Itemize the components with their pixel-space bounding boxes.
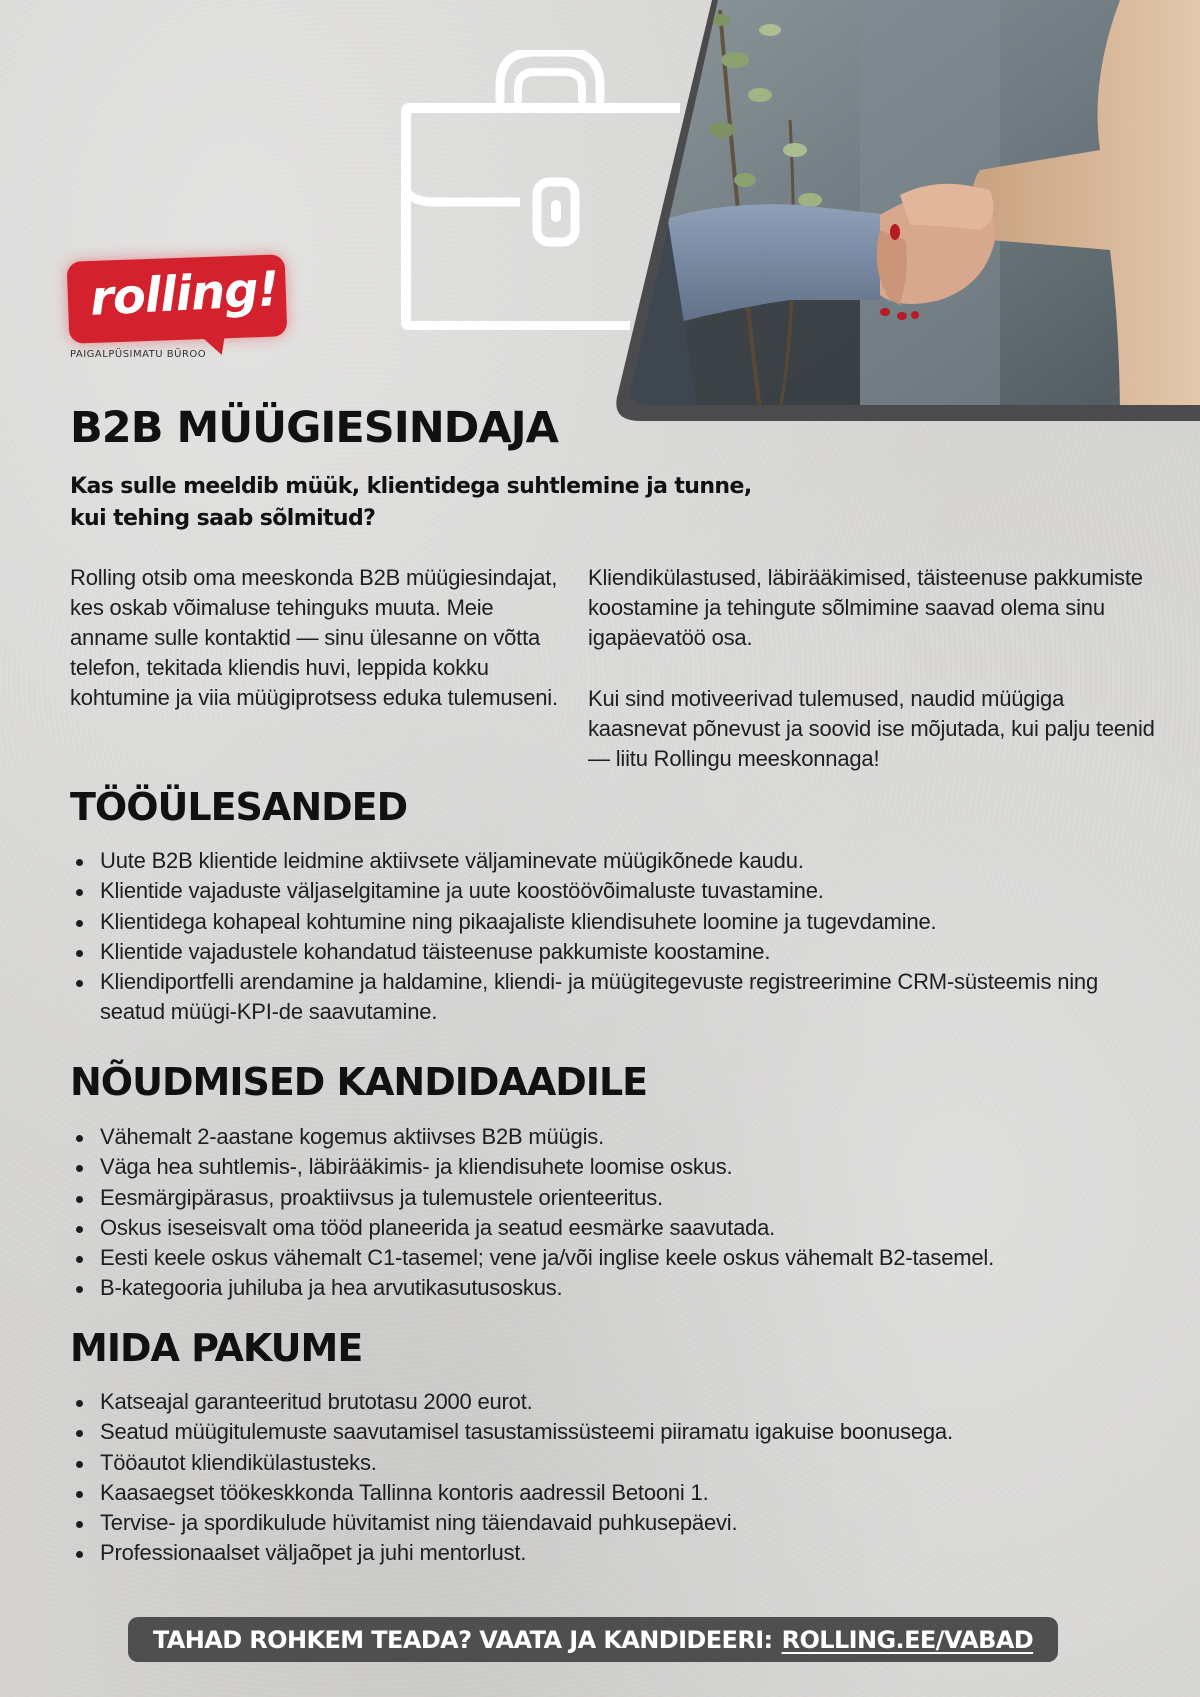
requirements-list — [70, 1122, 1150, 1304]
list-item: Klientide vajadustele kohandatud täisteenuse pakkumiste koostamine. — [70, 937, 1150, 967]
intro-right-paragraph-2: Kui sind motiveerivad tulemused, naudid müügiga kaasnevat põnevust ja soovid ise mõjutada, kui palju teenid — liitu Rollingu meeskonnaga! — [588, 686, 1155, 771]
offer-heading: MIDA PAKUME — [70, 1326, 363, 1370]
logo-brand-text: rolling! — [88, 261, 280, 327]
apply-link[interactable]: ROLLING.EE/VABAD — [781, 1625, 1034, 1654]
job-subtitle: Kas sulle meeldib müük, klientidega suhtlemine ja tunne, kui tehing saab sõlmitud? — [70, 474, 752, 531]
list-item: Uute B2B klientide leidmine aktiivsete väljaminevate müügikõnede kaudu. — [70, 846, 1150, 876]
list-item: Eesti keele oskus vähemalt C1-tasemel; vene ja/või inglise keele oskus vähemalt B2-tasemel. — [70, 1243, 1150, 1273]
cta-text: TAHAD ROHKEM TEADA? VAATA JA KANDIDEERI: — [152, 1625, 773, 1654]
list-item: Väga hea suhtlemis-, läbirääkimis- ja kliendisuhete loomise oskus. — [70, 1152, 1150, 1182]
list-item: B-kategooria juhiluba ja hea arvutikasutusoskus. — [70, 1273, 1150, 1303]
job-title: B2B MÜÜGIESINDAJA — [70, 403, 558, 453]
list-item: Kaasaegset töökeskkonda Tallinna kontoris aadressil Betooni 1. — [70, 1478, 1150, 1508]
list-item: Seatud müügitulemuste saavutamisel tasustamissüsteemi piiramatu igakuise boonusega. — [70, 1417, 1150, 1447]
rolling-logo — [68, 258, 293, 364]
briefcase-icon — [400, 50, 690, 330]
intro-left-paragraph: Rolling otsib oma meeskonda B2B müügiesindajat, kes oskab võimaluse tehinguks muuta. Meie anname sulle kontaktid — sinu ülesanne on võtta telefon, tekitada kliendis huvi, leppida kokku kohtumine ja viia müügiprotsess eduka tulemuseni. — [70, 565, 558, 710]
requirements-heading: NÕUDMISED KANDIDAADILE — [70, 1060, 648, 1104]
list-item: Kliendiportfelli arendamine ja haldamine, kliendi- ja müügitegevuste registreerimine CRM-süsteemis ning seatud müügi-KPI-de saavutamine. — [70, 967, 1150, 1028]
list-item: Oskus iseseisvalt oma tööd planeerida ja seatud eesmärke saavutada. — [70, 1213, 1150, 1243]
intro-right-paragraph-1: Kliendikülastused, läbirääkimised, täisteenuse pakkumiste koostamine ja tehingute sõlmimine saavad olema sinu igapäevatöö osa. — [588, 565, 1143, 650]
list-item: Vähemalt 2-aastane kogemus aktiivses B2B müügis. — [70, 1122, 1150, 1152]
tasks-list — [70, 846, 1150, 1028]
list-item: Katseajal garanteeritud brutotasu 2000 eurot. — [70, 1387, 1150, 1417]
tasks-heading: TÖÖÜLESANDED — [70, 785, 408, 829]
list-item: Professionaalset väljaõpet ja juhi mentorlust. — [70, 1538, 1150, 1568]
list-item: Tööautot kliendikülastusteks. — [70, 1448, 1150, 1478]
list-item: Klientidega kohapeal kohtumine ning pikaajaliste kliendisuhete loomine ja tugevdamine. — [70, 907, 1150, 937]
list-item: Klientide vajaduste väljaselgitamine ja uute koostöövõimaluste tuvastamine. — [70, 876, 1150, 906]
list-item: Tervise- ja spordikulude hüvitamist ning täiendavaid puhkusepäevi. — [70, 1508, 1150, 1538]
cta-banner — [128, 1617, 1058, 1662]
offer-list — [70, 1387, 1150, 1569]
logo-tagline: PAIGALPÜSIMATU BÜROO — [70, 349, 207, 360]
list-item: Eesmärgipärasus, proaktiivsus ja tulemustele orienteeritus. — [70, 1183, 1150, 1213]
